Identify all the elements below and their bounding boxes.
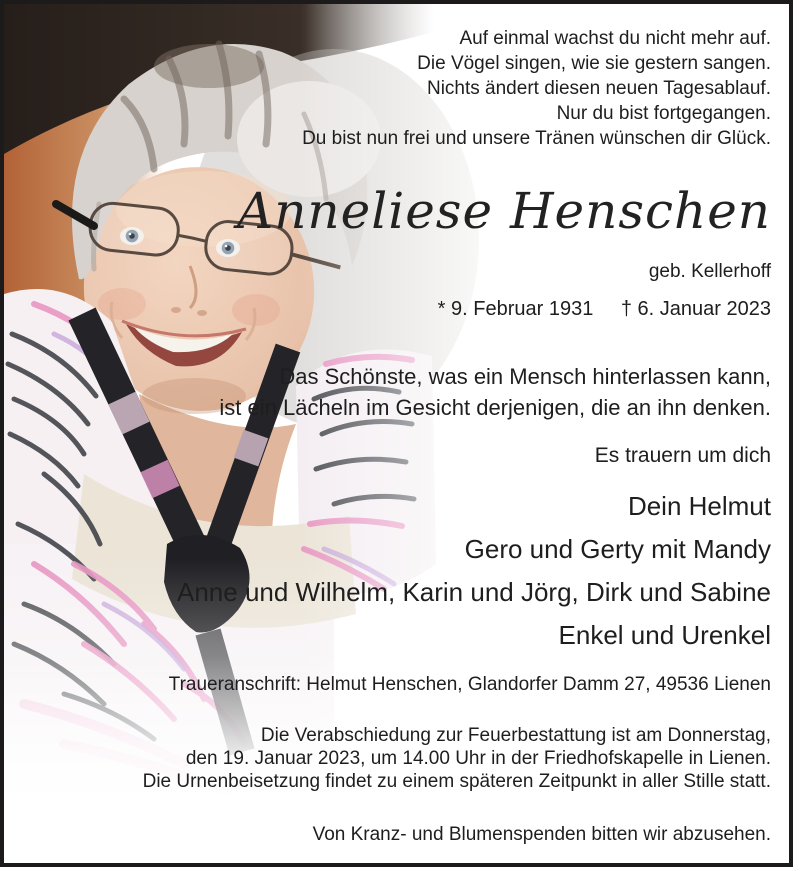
death-date: † 6. Januar 2023 [620, 298, 771, 320]
funeral-info-line: den 19. Januar 2023, um 14.00 Uhr in der Friedhofskapelle in Lienen. [185, 748, 771, 769]
poem-line: Die Vögel singen, wie sie gestern sangen. [417, 53, 771, 74]
poem-line: Nichts ändert diesen neuen Tagesablauf. [426, 78, 771, 99]
mourner-line: Dein Helmut [627, 491, 771, 521]
poem-line: Auf einmal wachst du nicht mehr auf. [459, 28, 771, 49]
funeral-info-line: Die Verabschiedung zur Feuerbestattung ist am Donnerstag, [260, 725, 771, 746]
epitaph-line: Das Schönste, was ein Mensch hinterlassen kann, [279, 364, 771, 389]
mourner-line: Gero und Gerty mit Mandy [464, 534, 771, 564]
funeral-info [143, 724, 771, 793]
mourners-list [177, 485, 771, 657]
poem-line: Du bist nun frei und unsere Tränen wünschen dir Glück. [302, 128, 771, 149]
maiden-name: geb. Kellerhoff [648, 261, 771, 282]
poem-line: Nur du bist fortgegangen. [556, 103, 771, 124]
deceased-name: Anneliese Henschen [237, 182, 771, 240]
mourner-line: Anne und Wilhelm, Karin und Jörg, Dirk und Sabine [177, 577, 771, 607]
donation-note: Von Kranz- und Blumenspenden bitten wir abzusehen. [312, 824, 771, 845]
life-dates [438, 298, 771, 321]
mourning-intro: Es trauern um dich [594, 444, 771, 467]
mourner-line: Enkel und Urenkel [558, 620, 771, 650]
birth-date: * 9. Februar 1931 [437, 298, 594, 320]
epitaph [219, 361, 771, 423]
poem [302, 26, 771, 151]
epitaph-line: ist ein Lächeln im Gesicht derjenigen, die an ihn denken. [219, 395, 771, 420]
mourning-address: Traueranschrift: Helmut Henschen, Glandorfer Damm 27, 49536 Lienen [168, 674, 771, 695]
funeral-info-line: Die Urnenbeisetzung findet zu einem späteren Zeitpunkt in aller Stille statt. [142, 771, 771, 792]
